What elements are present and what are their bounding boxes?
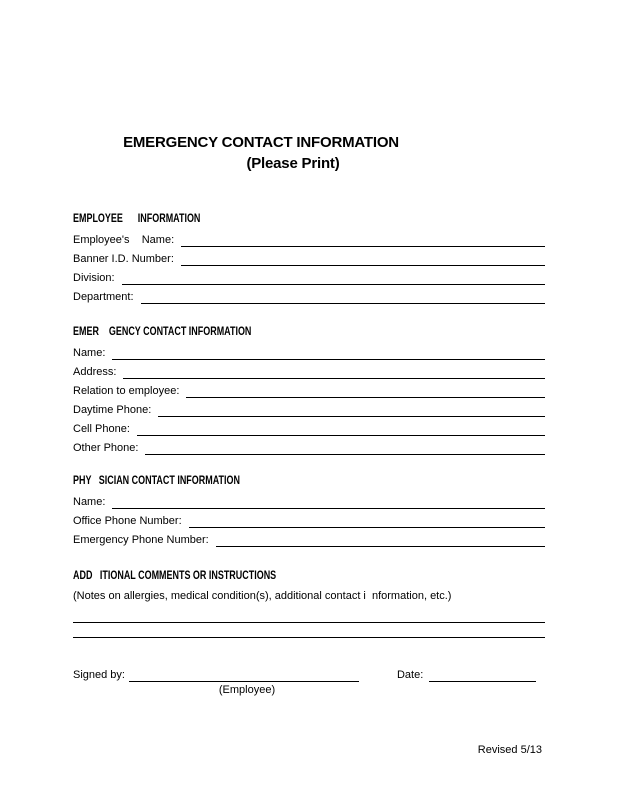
date-label: Date: [396, 669, 424, 681]
field-label-relation: Relation to employee: [73, 385, 180, 397]
employee-name-field[interactable] [181, 246, 545, 247]
field-label-division: Division: [73, 272, 115, 284]
relation-to-employee-field[interactable] [186, 397, 545, 398]
form-row [73, 398, 545, 417]
form-row [73, 417, 545, 436]
form-row [73, 247, 545, 266]
form-row [73, 379, 545, 398]
section-heading-employee: EMPLOYEE INFORMATION [73, 213, 201, 225]
form-subtitle: (Please Print) [246, 155, 340, 172]
physician-name-field[interactable] [112, 508, 545, 509]
field-label-contact-address: Address: [73, 366, 117, 378]
form-row [73, 341, 545, 360]
emergency-phone-field[interactable] [216, 546, 545, 547]
section-heading-additional-comments: ADD ITIONAL COMMENTS OR INSTRUCTIONS [73, 570, 277, 582]
comments-note: (Notes on allergies, medical condition(s), additional contact i nformation, etc.) [73, 590, 452, 602]
division-field[interactable] [122, 284, 545, 285]
form-row [73, 285, 545, 304]
field-label-banner-id: Banner I.D. Number: [73, 253, 174, 265]
form-row [73, 509, 545, 528]
form-row [73, 436, 545, 455]
contact-name-field[interactable] [112, 359, 545, 360]
field-label-department: Department: [73, 291, 134, 303]
field-label-office-phone: Office Phone Number: [73, 515, 182, 527]
section-emergency-contact [73, 322, 545, 455]
form-row [73, 528, 545, 547]
form-row [73, 228, 545, 247]
field-label-contact-name: Name: [73, 347, 106, 359]
banner-id-field[interactable] [181, 265, 545, 266]
employee-caption: (Employee) [218, 684, 276, 696]
form-title-block [0, 132, 618, 174]
field-label-employee-name: Employee's Name: [73, 234, 175, 246]
field-label-physician-name: Name: [73, 496, 106, 508]
comments-line-2-field[interactable] [73, 623, 545, 638]
form-row [73, 360, 545, 379]
other-phone-field[interactable] [145, 454, 545, 455]
section-heading-emergency-contact: EMER GENCY CONTACT INFORMATION [73, 326, 252, 338]
signature-section [73, 668, 545, 697]
section-heading-physician-contact: PHY SICIAN CONTACT INFORMATION [73, 475, 240, 487]
signed-by-label: Signed by: [73, 669, 125, 681]
cell-phone-field[interactable] [137, 435, 545, 436]
section-employee-information [73, 209, 545, 304]
signature-field[interactable] [129, 681, 359, 682]
contact-address-field[interactable] [123, 378, 545, 379]
signature-row [73, 668, 545, 682]
form-row [73, 266, 545, 285]
section-physician-contact [73, 471, 545, 547]
comments-line-1-field[interactable] [73, 604, 545, 623]
daytime-phone-field[interactable] [158, 416, 545, 417]
field-label-emergency-phone: Emergency Phone Number: [73, 534, 209, 546]
field-label-daytime-phone: Daytime Phone: [73, 404, 152, 416]
office-phone-field[interactable] [189, 527, 545, 528]
department-field[interactable] [141, 303, 545, 304]
form-row [73, 490, 545, 509]
field-label-cell-phone: Cell Phone: [73, 423, 130, 435]
section-additional-comments [73, 566, 545, 638]
date-field[interactable] [429, 681, 536, 682]
form-title: EMERGENCY CONTACT INFORMATION [123, 134, 399, 151]
field-label-other-phone: Other Phone: [73, 442, 139, 454]
revision-note: Revised 5/13 [477, 744, 542, 756]
